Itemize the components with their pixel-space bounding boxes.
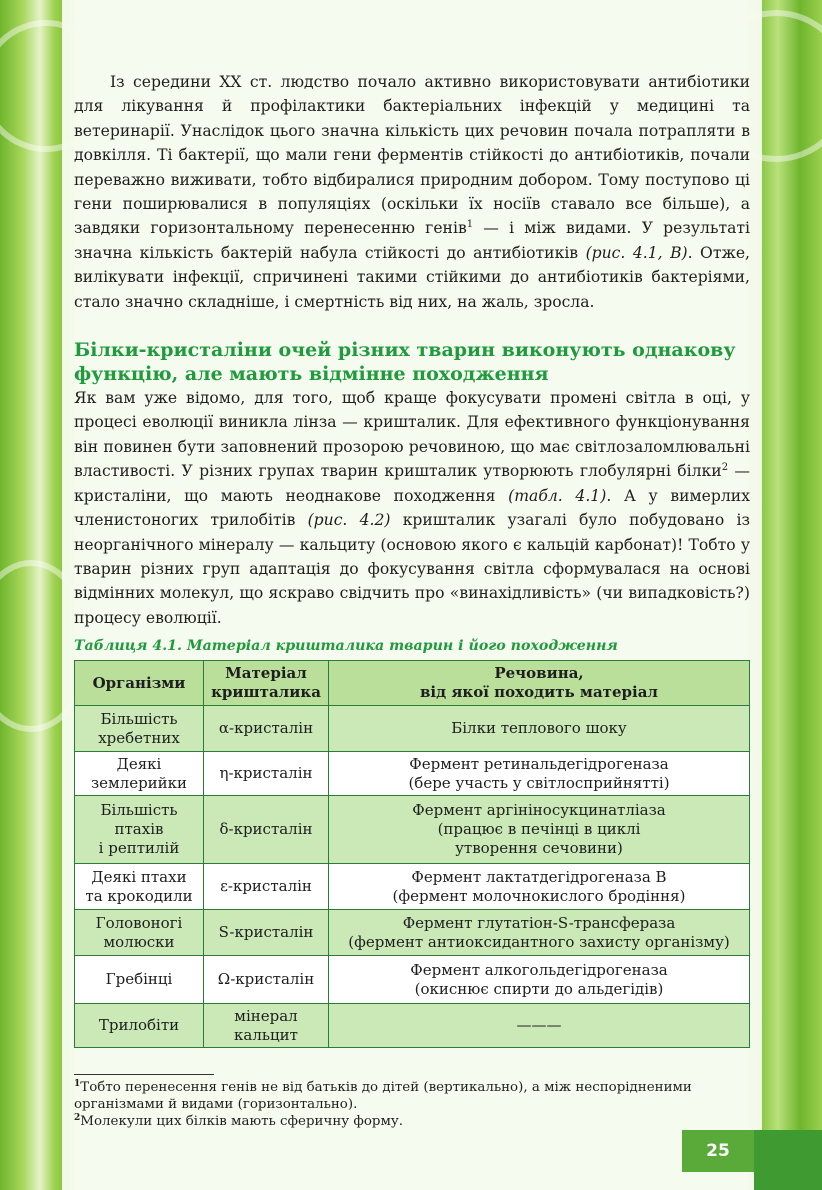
intro-paragraph [74, 70, 750, 314]
table-cell-origin: Фермент аргініносукцинатліаза (працює в печінці в циклі утворення сечовини) [329, 796, 750, 864]
page-tab-decoration [754, 1130, 822, 1190]
footnote-text: Молекули цих білків мають сферичну форму. [80, 1114, 404, 1130]
table-row [75, 910, 750, 956]
table-cell-origin: Фермент лактатдегідрогеназа В (фермент молочнокислого бродіння) [329, 864, 750, 910]
footnote-divider [74, 1074, 214, 1075]
footnote-mark: 2 [74, 1113, 81, 1124]
section-heading: Білки-кристаліни очей різних тварин виконують однакову функцію, але мають відмінне походження [74, 339, 736, 386]
table-cell-origin: Фермент ретинальдегідрогеназа (бере участь у світлосприйнятті) [329, 752, 750, 796]
section-text: . А у вимерлих членистоногих трилобітів [74, 486, 750, 530]
footnote-item [74, 1079, 750, 1113]
table-row [75, 706, 750, 752]
table-row [75, 752, 750, 796]
section-text: Як вам уже відомо, для того, щоб краще фокусувати промені світла в оці, у процесі еволюції виникла лінза — кришталик. Для ефективного функціонування він повинен бути заповнений прозорою речовиною, що має світлозаломлювальні властивості. У різних групах тварин кришталик утворюють глобулярні білки [74, 389, 750, 481]
header-organisms: Організми [75, 661, 204, 706]
section-text: — кристаліни, що мають неоднакове походження [74, 462, 750, 505]
table-cell-organism: Деякі землерийки [75, 752, 204, 796]
table-cell-material: Ω-кристалін [204, 956, 329, 1004]
table-cell-material: δ-кристалін [204, 796, 329, 864]
table-reference: (табл. 4.1) [508, 486, 607, 505]
table-cell-material: ε-кристалін [204, 864, 329, 910]
figure-reference: (рис. 4.1, В) [585, 243, 688, 262]
document-content [74, 70, 750, 1130]
footnote-ref-2: 2 [721, 462, 729, 474]
table-cell-origin: Фермент глутатіон-S-трансфераза (фермент антиоксидантного захисту організму) [329, 910, 750, 956]
table-cell-organism: Трилобіти [75, 1004, 204, 1048]
table-cell-organism: Більшість птахів і рептилій [75, 796, 204, 864]
table-cell-material: S-кристалін [204, 910, 329, 956]
table-row [75, 1004, 750, 1048]
table-cell-organism: Деякі птахи та крокодили [75, 864, 204, 910]
table-cell-material: α-кристалін [204, 706, 329, 752]
page-number: 25 [682, 1130, 754, 1172]
section-text: кришталик узагалі було побудовано із неорганічного мінералу — кальциту (основою якого є кальцій карбонат)! Тобто у тварин різних груп адаптація до фокусування світла сформувалася на основі відмінних молекул, що яскраво свідчить про «винахідливість» (чи випадковість?) процесу еволюції. [74, 511, 750, 627]
header-origin: Речовина, від якої походить матеріал [329, 661, 750, 706]
table-cell-organism: Більшість хребетних [75, 706, 204, 752]
table-row [75, 956, 750, 1004]
table-cell-material: мінерал кальцит [204, 1004, 329, 1048]
table-cell-organism: Головоногі молюски [75, 910, 204, 956]
footnotes [74, 1079, 750, 1130]
table-cell-organism: Гребінці [75, 956, 204, 1004]
figure-reference: (рис. 4.2) [307, 511, 391, 530]
table-row [75, 864, 750, 910]
intro-text: Із середини XX ст. людство почало активно використовувати антибіотики для лікування й профілактики бактеріальних інфекцій у медицині та ветеринарії. Унаслідок цього значна кількість цих речовин почала потрапляти в довкілля. Ті бактерії, що мали гени ферментів стійкості до антибіотиків, почали переважно виживати, тобто відбиралися природним добором. Тому поступово ці гени поширювалися в популяціях (оскільки їх носіїв ставало все більше), а завдяки горизонтальному перенесенню генів [74, 73, 750, 238]
table-row [75, 796, 750, 864]
table-cell-origin: Білки теплового шоку [329, 706, 750, 752]
table-cell-material: η-кристалін [204, 752, 329, 796]
table-cell-origin: ——— [329, 1004, 750, 1048]
table-cell-origin: Фермент алкогольдегідрогеназа (окиснює спирти до альдегідів) [329, 956, 750, 1004]
header-material: Матеріал кришталика [204, 661, 329, 706]
intro-text: . Отже, вилікувати інфекції, спричинені такими стійкими до антибіотиків бактеріями, стало значно складніше, і смертність від них, на жаль, зросла. [74, 243, 750, 311]
section-paragraph [74, 386, 750, 630]
crystallin-table [74, 660, 750, 1048]
table-header-row [75, 661, 750, 706]
table-caption: Таблиця 4.1. Матеріал кришталика тварин і його походження [74, 638, 618, 655]
footnote-ref-1: 1 [466, 219, 474, 231]
footnote-mark: 1 [74, 1079, 81, 1090]
footnote-item [74, 1113, 750, 1130]
intro-text: — і між видами. У результаті значна кількість бактерій набула стійкості до антибіотиків [74, 219, 750, 262]
footnote-text: Тобто перенесення генів не від батьків до дітей (вертикально), а між неспорідненими організмами й видами (горизонтально). [74, 1080, 692, 1113]
